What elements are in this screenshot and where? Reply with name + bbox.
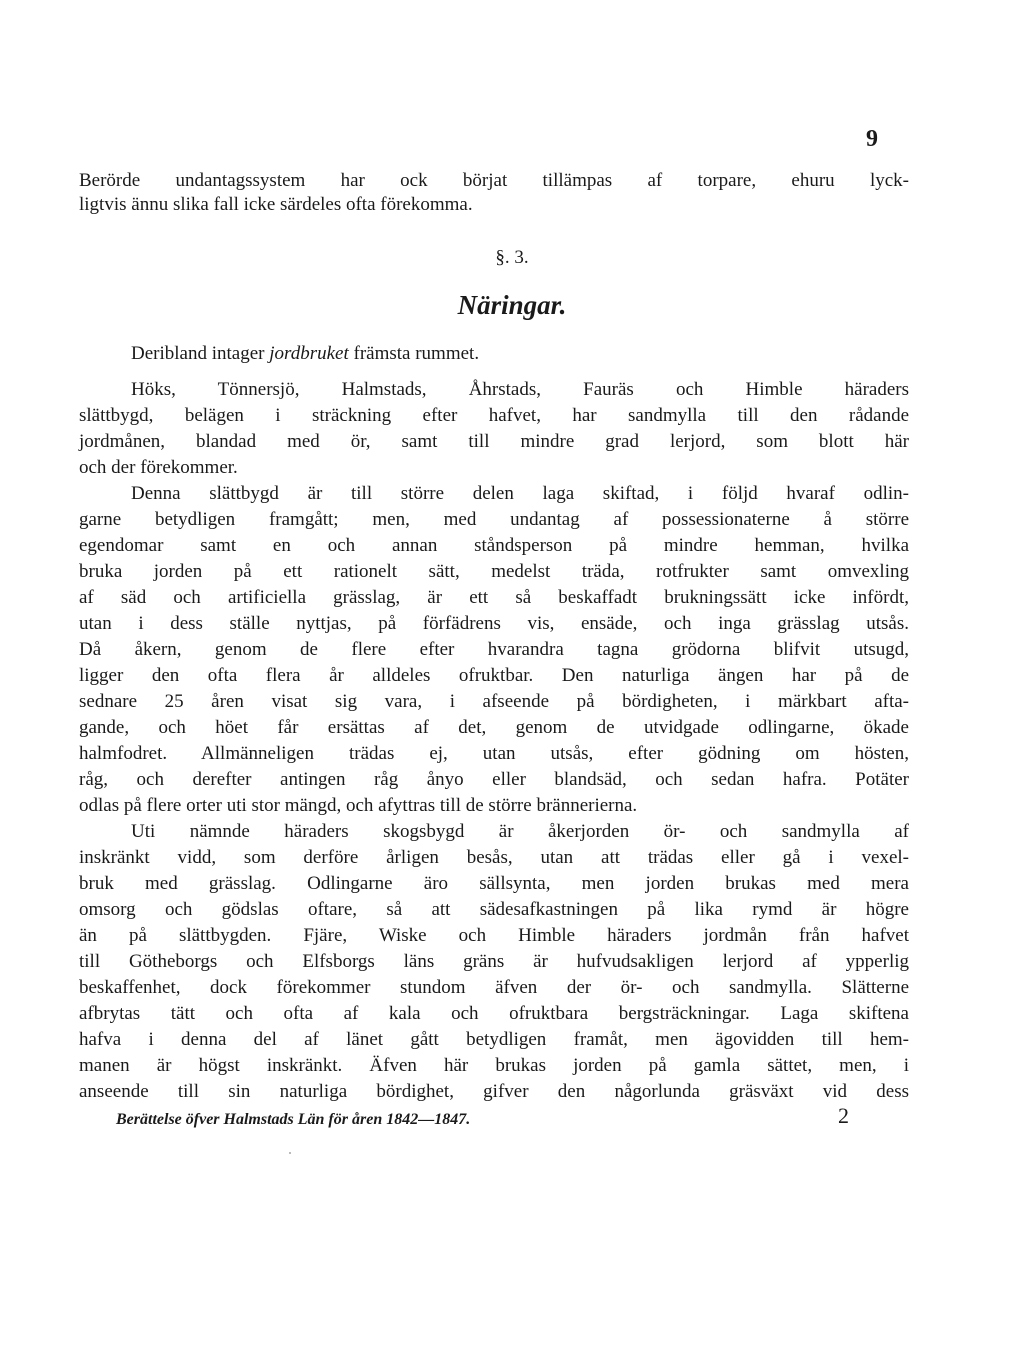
text-line: omsorg och gödslas oftare, så att sädesafkastningen på lika rymd är högre <box>79 899 909 920</box>
text-line: inskränkt vidd, som derföre årligen besås, utan att trädas eller gå i vexel- <box>79 847 909 868</box>
text-line <box>131 342 909 366</box>
section-number: §. 3. <box>495 247 529 268</box>
text-line: Berörde undantagssystem har ock börjat tillämpas af torpare, ehuru lyck- <box>79 170 909 191</box>
text-line: utan i dess ställe nyttjas, på förfädrens vis, ensäde, och inga grässlag utsås. <box>79 613 909 634</box>
paper-speck <box>289 1152 291 1154</box>
text-line: Då åkern, genom de flere efter hvarandra tagna grödorna blifvit utsugd, <box>79 639 909 660</box>
text-line: bruk med grässlag. Odlingarne äro sällsynta, men jorden brukas med mera <box>79 873 909 894</box>
text-span: främsta rummet. <box>348 343 480 364</box>
text-line: Uti nämnde häraders skogsbygd är åkerjorden ör- och sandmylla af <box>131 821 909 842</box>
text-span: Deribland intager <box>131 343 270 364</box>
signature-mark: 2 <box>838 1103 849 1128</box>
text-line: Denna slättbygd är till större delen laga skiftad, i följd hvaraf odlin- <box>131 483 909 504</box>
page-number: 9 <box>866 126 878 152</box>
text-line: jordmånen, blandad med ör, samt till mindre grad lerjord, som blott här <box>79 431 909 452</box>
text-line: egendomar samt en och annan ståndsperson på mindre hemman, hvilka <box>79 535 909 556</box>
text-line: afbrytas tätt och ofta af kala och ofruktbara bergsträckningar. Laga skiftena <box>79 1003 909 1024</box>
text-line: och der förekommer. <box>79 457 238 478</box>
text-line: bruka jorden på ett rationelt sätt, medelst träda, rotfrukter samt omvexling <box>79 561 909 582</box>
footer-title: Berättelse öfver Halmstads Län för åren 1842—1847. <box>116 1111 471 1128</box>
text-line: sednare 25 åren visat sig vara, i afseende på bördigheten, i märkbart afta- <box>79 691 909 712</box>
text-line: än på slättbygden. Fjäre, Wiske och Himble häraders jordmån från hafvet <box>79 925 909 946</box>
text-line: ligtvis ännu slika fall icke särdeles ofta förekomma. <box>79 194 473 215</box>
text-line: halmfodret. Allmänneligen trädas ej, utan utsås, efter gödning om hösten, <box>79 743 909 764</box>
text-line: råg, och derefter antingen råg ånyo eller blandsäd, och sedan hafra. Potäter <box>79 769 909 790</box>
text-line: hafva i denna del af länet gått betydligen framåt, men ägovidden till hem- <box>79 1029 909 1050</box>
text-line: beskaffenhet, dock förekommer stundom äfven der ör- och sandmylla. Slätterne <box>79 977 909 998</box>
text-line: manen är högst inskränkt. Äfven här brukas jorden på gamla sättet, men, i <box>79 1055 909 1076</box>
text-line: odlas på flere orter uti stor mängd, och afyttras till de större brännerierna. <box>79 795 638 816</box>
text-line: anseende till sin naturliga bördighet, gifver den någorlunda gräsväxt vid dess <box>79 1081 909 1102</box>
text-line: garne betydligen framgått; men, med undantag af possessionaterne å större <box>79 509 909 530</box>
italic-term: jordbruket <box>269 343 349 364</box>
text-line: Höks, Tönnersjö, Halmstads, Åhrstads, Fauräs och Himble häraders <box>131 379 909 400</box>
text-line: af säd och artificiella grässlag, är ett så beskaffadt brukningssätt icke infördt, <box>79 587 909 608</box>
text-line: slättbygd, belägen i sträckning efter hafvet, har sandmylla till den rådande <box>79 405 909 426</box>
text-line: gande, och höet får ersättas af det, genom de utvidgade odlingarne, ökade <box>79 717 909 738</box>
text-line: ligger den ofta flera år alldeles ofruktbar. Den naturliga ängen har på de <box>79 665 909 686</box>
section-title: Näringar. <box>457 290 567 320</box>
text-line: till Götheborgs och Elfsborgs läns gräns är hufvudsakligen lerjord af ypperlig <box>79 951 909 972</box>
